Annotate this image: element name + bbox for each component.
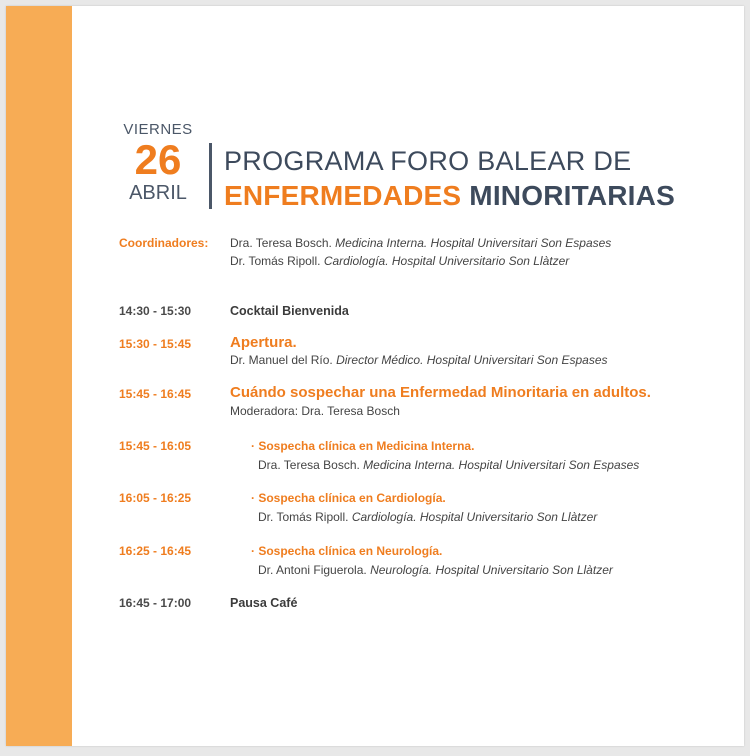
coordinator-role: Cardiología. Hospital Universitario Son Llàtzer: [323, 254, 570, 268]
speaker-role: Medicina Interna. Hospital Universitari Son Espases: [363, 458, 640, 472]
schedule-title: Cocktail Bienvenida: [230, 304, 349, 318]
speaker-role: Cardiología. Hospital Universitario Son Llàtzer: [351, 510, 598, 524]
schedule-time: 16:25 - 16:45: [119, 544, 192, 558]
schedule-title: Cuándo sospechar una Enfermedad Minoritaria en adultos.: [230, 384, 651, 401]
session-title: · Sospecha clínica en Neurología.: [251, 544, 443, 558]
schedule-time: 16:05 - 16:25: [119, 491, 192, 505]
coordinator-role: Medicina Interna. Hospital Universitari Son Espases: [335, 236, 612, 250]
coordinator-line: [230, 236, 611, 250]
speaker-name: Dr. Tomás Ripoll.: [258, 510, 349, 524]
coordinator-line: [230, 254, 569, 268]
schedule-title: Apertura.: [230, 334, 297, 351]
schedule-time: 15:45 - 16:05: [119, 439, 192, 453]
schedule-speaker: [230, 353, 608, 367]
day-name: VIERNES: [123, 121, 193, 138]
schedule-time: 14:30 - 15:30: [119, 304, 192, 318]
session-speaker: [258, 510, 597, 524]
session-title: · Sospecha clínica en Cardiología.: [251, 491, 446, 505]
program-title-line2: [224, 180, 675, 212]
program-page: [6, 6, 744, 746]
month: ABRIL: [129, 182, 187, 204]
coordinator-name: Dra. Teresa Bosch.: [230, 236, 332, 250]
coordinator-name: Dr. Tomás Ripoll.: [230, 254, 321, 268]
orange-side-bar: [6, 6, 72, 746]
session-title: · Sospecha clínica en Medicina Interna.: [251, 439, 475, 453]
speaker-role: Director Médico. Hospital Universitari Son Espases: [336, 353, 608, 367]
schedule-title: Pausa Café: [230, 596, 298, 610]
speaker-name: Dra. Teresa Bosch.: [258, 458, 360, 472]
title-highlight: ENFERMEDADES: [224, 180, 462, 211]
speaker-name: Dr. Antoni Figuerola.: [258, 563, 367, 577]
session-speaker: [258, 563, 613, 577]
date-block: [118, 121, 198, 204]
title-rest: MINORITARIAS: [469, 180, 675, 211]
speaker-name: Dr. Manuel del Río.: [230, 353, 333, 367]
title-divider: [209, 143, 212, 209]
schedule-moderator: Moderadora: Dra. Teresa Bosch: [230, 404, 400, 418]
day-number: 26: [134, 136, 182, 183]
coordinators-label: Coordinadores:: [119, 236, 209, 250]
program-title-line1: PROGRAMA FORO BALEAR DE: [224, 146, 632, 176]
session-speaker: [258, 458, 639, 472]
schedule-time: 16:45 - 17:00: [119, 596, 192, 610]
schedule-time: 15:30 - 15:45: [119, 337, 192, 351]
speaker-role: Neurología. Hospital Universitario Son Llàtzer: [370, 563, 613, 577]
schedule-time: 15:45 - 16:45: [119, 387, 192, 401]
